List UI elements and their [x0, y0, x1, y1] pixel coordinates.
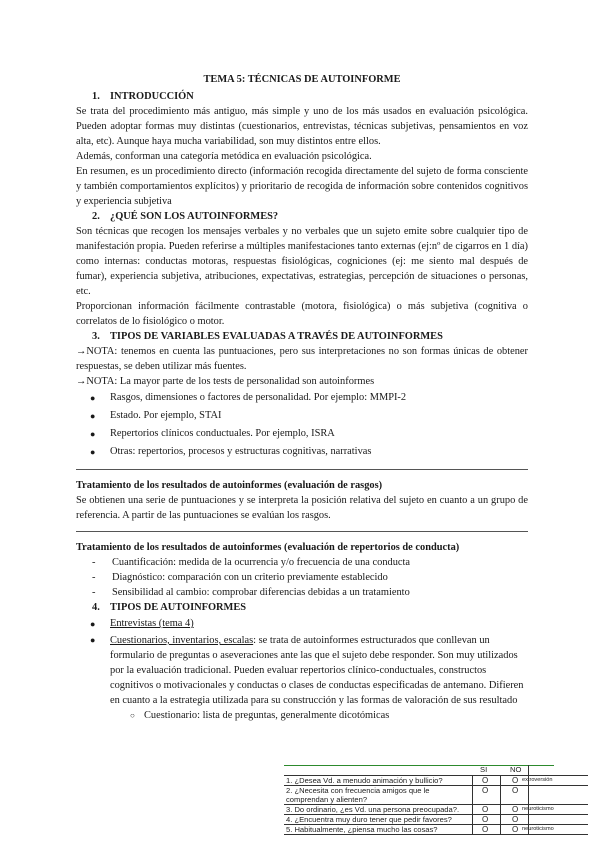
section-2-heading: 2. ¿QUÉ SON LOS AUTOINFORMES? [92, 211, 279, 222]
radio-option: O [512, 825, 519, 834]
divider [76, 531, 528, 532]
divider [76, 469, 528, 470]
section-3-heading: 3. TIPOS DE VARIABLES EVALUADAS A TRAVÉS DE AUTOINFORMES [92, 331, 443, 342]
table-row: 3. Do ordinario, ¿es Vd. una persona preocupada?. O O neuroticismo [284, 804, 588, 814]
section-1-paragraph-3: En resumen, es un procedimiento directo (información recogida directamente del sujeto de forma consciente y también comportamientos explícitos) y prioritario de recogida de información sobre contenidos cognitivos y experiencia subjetiva [76, 166, 528, 207]
radio-option: O [482, 815, 489, 824]
table-header [284, 765, 588, 775]
list-item: - Cuantificación: medida de la ocurrencia y/o frecuencia de una conducta [92, 557, 411, 568]
questionnaire-example-table [284, 765, 588, 835]
column-no: NO [510, 765, 522, 774]
section-1-paragraph-2: Además, conforman una categoría metódica en evaluación psicológica. [76, 151, 372, 162]
bullet-icon: ● [90, 447, 96, 457]
list-item: ● Entrevistas (tema 4) [90, 615, 528, 633]
behavior-treatment-list [76, 555, 528, 600]
document-page [76, 72, 528, 723]
note-1: →NOTA: tenemos en cuenta las puntuaciones, pero sus interpretaciones no son formas únicas de obtener respuestas, se deben utilizar más fuentes. [76, 346, 528, 372]
list-item: - Sensibilidad al cambio: comprobar diferencias debidas a un tratamiento [92, 587, 410, 598]
table-row: 4. ¿Encuentra muy duro tener que pedir favores? O O [284, 814, 588, 824]
behavior-treatment-heading: Tratamiento de los resultados de autoinformes (evaluación de repertorios de conducta) [76, 542, 460, 553]
list-item: ○ Cuestionario: lista de preguntas, generalmente dicotómicas [130, 710, 390, 721]
list-item: ● Repertorios clínicos conductuales. Por ejemplo, ISRA [90, 425, 528, 443]
dimension-label: neuroticismo [522, 826, 554, 832]
list-item: ● Otras: repertorios, procesos y estructuras cognitivas, narrativas [90, 443, 528, 461]
bullet-icon: ● [90, 411, 96, 421]
table-row: 5. Habitualmente, ¿piensa mucho las cosas? O O neuroticismo [284, 824, 588, 835]
bullet-icon: ● [90, 635, 96, 645]
radio-option: O [482, 776, 489, 785]
document-title: TEMA 5: TÉCNICAS DE AUTOINFORME [203, 74, 401, 85]
list-item: ● Rasgos, dimensiones o factores de personalidad. Por ejemplo: MMPI-2 [90, 389, 528, 407]
list-item: ● Cuestionarios, inventarios, escalas: se trata de autoinformes estructurados que conllevan un formulario de preguntas o aseveraciones ante las que el sujeto debe responder. Son muy utilizados por la evaluación tradicional. Pueden evaluar repertorios clínico-conductuales, constructos cognitivos o motivacionales y conductas o clases de conductas especificadas de antemano. Difieren en cuanto a la estrategia utilizada para su construcción y las formas de valoración de sus resultado [90, 635, 524, 706]
variable-list [76, 389, 528, 461]
dimension-label: extroversión [522, 777, 553, 783]
radio-option: O [482, 805, 489, 814]
column-divider [528, 765, 529, 835]
column-divider [472, 775, 473, 835]
traits-treatment-paragraph: Se obtienen una serie de puntuaciones y se interpreta la posición relativa del sujeto en cuanto a un grupo de referencia. A partir de las puntuaciones se evalúan los rasgos. [76, 495, 528, 521]
section-2-paragraph-2: Proporcionan información fácilmente contrastable (motora, fisiológica) o más subjetiva (cognitiva o correlatos de lo fisiológico o motor. [76, 301, 528, 327]
table-row: 2. ¿Necesita con frecuencia amigos que le comprendan y alienten? O O [284, 785, 588, 804]
bullet-icon: ● [90, 619, 96, 629]
circle-bullet-icon: ○ [130, 711, 135, 720]
self-report-types-list [76, 615, 528, 708]
column-si: SI [480, 765, 488, 774]
dimension-label: neuroticismo [522, 806, 554, 812]
radio-option: O [512, 815, 519, 824]
section-4-heading: 4. TIPOS DE AUTOINFORMES [92, 602, 247, 613]
section-2-paragraph-1: Son técnicas que recogen los mensajes verbales y no verbales que un sujeto emite sobre cualquier tipo de manifestación propia. Pueden referirse a múltiples manifestaciones tanto externas (ej:nº de cigarros en 1 día) como internas: conductas motoras, respuestas fisiológicas, cogniciones (ej: me siento mal después de fumar), experiencia subjetiva, atribuciones, expectativas, estrategias, percepción de situaciones o personas, etc. [76, 226, 528, 297]
note-2: →NOTA: La mayor parte de los tests de personalidad son autoinformes [76, 376, 375, 387]
radio-option: O [482, 786, 489, 795]
radio-option: O [512, 786, 519, 795]
section-1-paragraph-1: Se trata del procedimiento más antiguo, más simple y uno de los más usados en evaluación psicológica. Pueden adoptar formas muy distintas (cuestionarios, entrevistas, técnicas subjetivas, pensamientos en voz alta, etc). Aunque haya mucha variabilidad, son muy distintos entre ellos. [76, 106, 528, 147]
bullet-icon: ● [90, 429, 96, 439]
radio-option: O [482, 825, 489, 834]
table-row: 1. ¿Desea Vd. a menudo animación y bullicio? O O extroversión [284, 775, 588, 785]
radio-option: O [512, 776, 519, 785]
traits-treatment-heading: Tratamiento de los resultados de autoinformes (evaluación de rasgos) [76, 480, 383, 491]
radio-option: O [512, 805, 519, 814]
column-divider [500, 775, 501, 835]
list-item: - Diagnóstico: comparación con un criterio previamente establecido [92, 572, 388, 583]
list-item: ● Estado. Por ejemplo, STAI [90, 407, 528, 425]
questionnaire-sublist [76, 708, 528, 723]
bullet-icon: ● [90, 393, 96, 403]
section-1-heading: 1. INTRODUCCIÓN [92, 91, 194, 102]
